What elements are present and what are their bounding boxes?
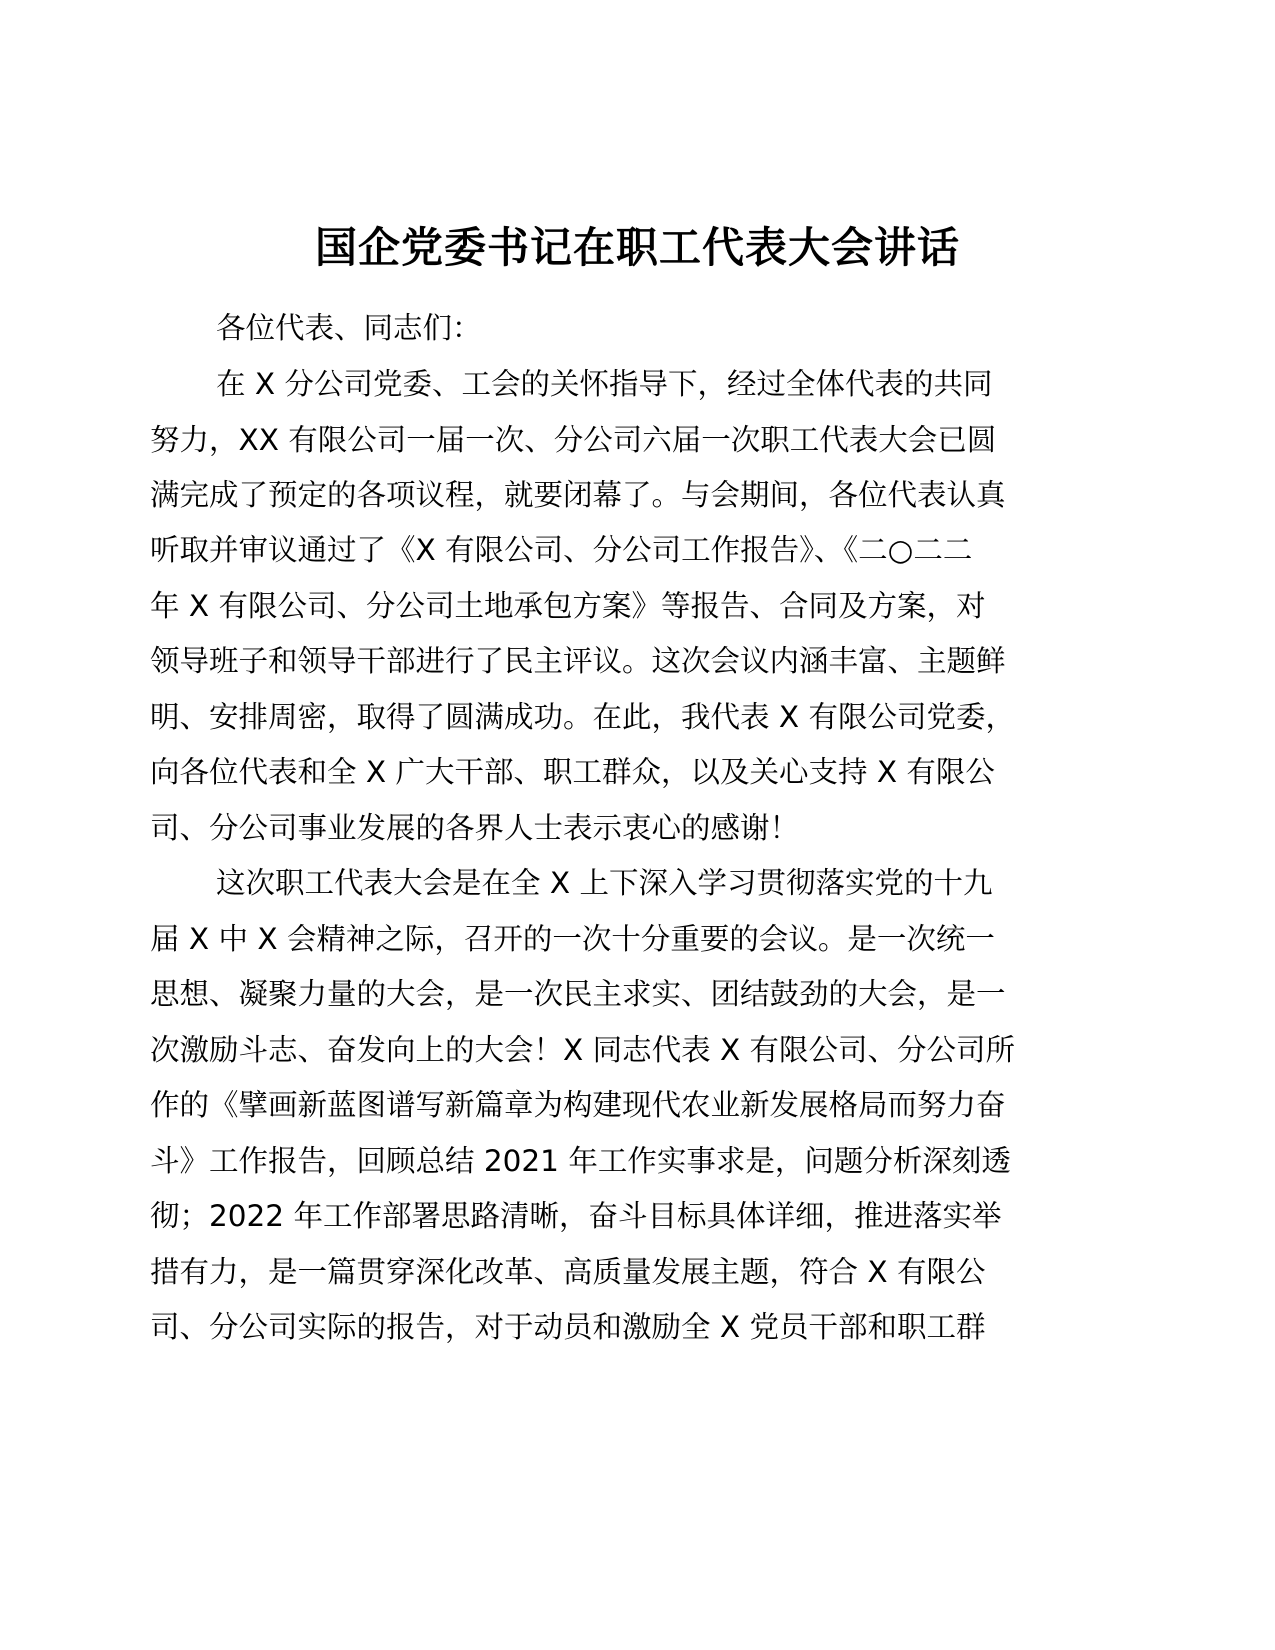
body-line: 在 X 分公司党委、工会的关怀指导下，经过全体代表的共同 <box>216 367 993 401</box>
salutation-line: 各位代表、同志们： <box>216 311 482 345</box>
body-line: 思想、凝聚力量的大会，是一次民主求实、团结鼓劲的大会，是一 <box>150 977 1006 1011</box>
body-line: 司、分公司实际的报告，对于动员和激励全 X 党员干部和职工群 <box>150 1310 986 1344</box>
body-line: 届 X 中 X 会精神之际，召开的一次十分重要的会议。是一次统一 <box>150 922 995 956</box>
body-line: 努力，XX 有限公司一届一次、分公司六届一次职工代表大会已圆 <box>150 423 997 457</box>
body-line: 听取并审议通过了《X 有限公司、分公司工作报告》、《二○二二 <box>150 533 973 567</box>
body-line: 彻；2022 年工作部署思路清晰，奋斗目标具体详细，推进落实举 <box>150 1199 1002 1233</box>
body-line: 这次职工代表大会是在全 X 上下深入学习贯彻落实党的十九 <box>216 866 993 900</box>
body-line: 领导班子和领导干部进行了民主评议。这次会议内涵丰富、主题鲜 <box>150 644 1006 678</box>
body-line: 满完成了预定的各项议程，就要闭幕了。与会期间，各位代表认真 <box>150 478 1006 512</box>
body-line: 司、分公司事业发展的各界人士表示衷心的感谢！ <box>150 811 800 845</box>
body-line: 年 X 有限公司、分公司土地承包方案》等报告、合同及方案，对 <box>150 589 986 623</box>
document-title: 国企党委书记在职工代表大会讲话 <box>314 223 960 272</box>
body-line: 斗》工作报告，回顾总结 2021 年工作实事求是，问题分析深刻透 <box>150 1144 1011 1178</box>
body-line: 措有力，是一篇贯穿深化改革、高质量发展主题，符合 X 有限公 <box>150 1255 986 1289</box>
body-line: 作的《擘画新蓝图谱写新篇章为构建现代农业新发展格局而努力奋 <box>150 1088 1006 1122</box>
body-line: 明、安排周密，取得了圆满成功。在此，我代表 X 有限公司党委， <box>150 700 1015 734</box>
body-line: 次激励斗志、奋发向上的大会！X 同志代表 X 有限公司、分公司所 <box>150 1033 1016 1067</box>
body-line: 向各位代表和全 X 广大干部、职工群众，以及关心支持 X 有限公 <box>150 755 995 789</box>
